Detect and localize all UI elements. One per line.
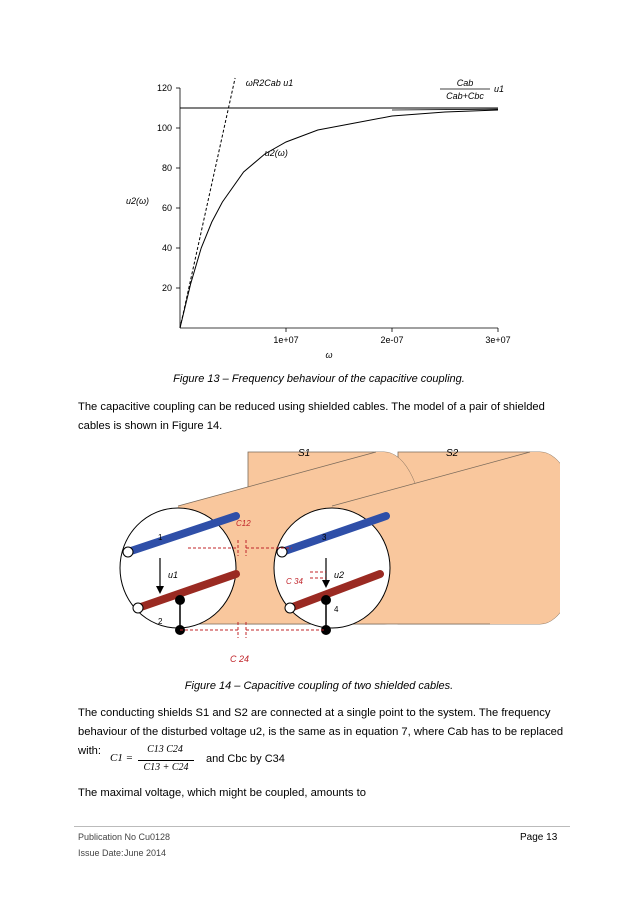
equation-and-text: and Cbc by C34 xyxy=(206,753,285,765)
y-tick-label: 60 xyxy=(161,203,172,213)
frequency-chart xyxy=(100,70,540,370)
asymptote-overlap xyxy=(392,109,498,110)
label-node-1: 1 xyxy=(158,533,163,542)
y-tick-label: 100 xyxy=(156,123,172,133)
label-c24: C 24 xyxy=(230,654,250,664)
label-c34: C 34 xyxy=(286,577,303,586)
y-tick-label: 120 xyxy=(156,83,172,93)
label-curve: u2(ω) xyxy=(264,148,288,158)
x-tick-label: 2e-07 xyxy=(380,335,404,345)
y-tick-label: 80 xyxy=(161,163,172,173)
label-s1: S1 xyxy=(298,448,311,459)
figure-14-caption: Figure 14 – Capacitive coupling of two shielded cables. xyxy=(184,680,454,692)
series-line-1 xyxy=(180,110,498,328)
paragraph-shielded-cables: The capacitive coupling can be reduced using shielded cables. The model of a pair of shielded cables is shown in Figure 14. xyxy=(78,401,545,432)
capacitor-c24 xyxy=(180,622,326,638)
label-u1: u1 xyxy=(168,570,179,580)
x-axis-label: ω xyxy=(325,350,333,360)
figure-13-caption: Figure 13 – Frequency behaviour of the capacitive coupling. xyxy=(173,373,465,385)
footer-issue-date: June 2014 xyxy=(124,848,167,858)
equation-numerator: C13 C24 xyxy=(147,744,183,755)
equation-denominator: C13 + C24 xyxy=(143,762,189,773)
paragraph-conducting-shields: The conducting shields S1 and S2 are connected at a single point to the system. The frequency behaviour of the disturbed voltage u2, is the same as in equation 7, where Cab has to be replaced with: xyxy=(78,707,564,757)
equation-c1: C1 = xyxy=(110,752,134,764)
y-axis-label: u2(ω) xyxy=(126,196,150,206)
equation-fraction-bar xyxy=(138,760,194,761)
label-frac-den: Cab+Cbc xyxy=(446,91,484,101)
label-steep-line: ωR2Cab u1 xyxy=(245,78,294,88)
label-node-4: 4 xyxy=(334,605,339,614)
label-frac-num: Cab xyxy=(456,78,474,88)
y-tick-label: 20 xyxy=(161,283,172,293)
label-node-2: 2 xyxy=(158,617,163,626)
footer-publication: Publication No Cu0128 xyxy=(78,832,171,842)
footer-divider xyxy=(74,826,570,827)
label-frac-suffix: u1 xyxy=(494,84,505,94)
shielded-cables-diagram xyxy=(80,440,560,672)
series-line-0 xyxy=(180,78,235,328)
y-tick-label: 40 xyxy=(161,243,172,253)
paragraph-maximal-voltage: The maximal voltage, which might be coupled, amounts to xyxy=(78,787,366,799)
label-u2: u2 xyxy=(334,570,345,580)
label-node-3: 3 xyxy=(322,533,327,542)
footer-page-number: Page 13 xyxy=(520,832,558,843)
x-tick-label: 1e+07 xyxy=(273,335,299,345)
label-c12: C12 xyxy=(236,519,251,528)
label-s2: S2 xyxy=(446,448,459,459)
x-tick-label: 3e+07 xyxy=(485,335,511,345)
footer-issue-label: Issue Date: xyxy=(78,848,124,858)
